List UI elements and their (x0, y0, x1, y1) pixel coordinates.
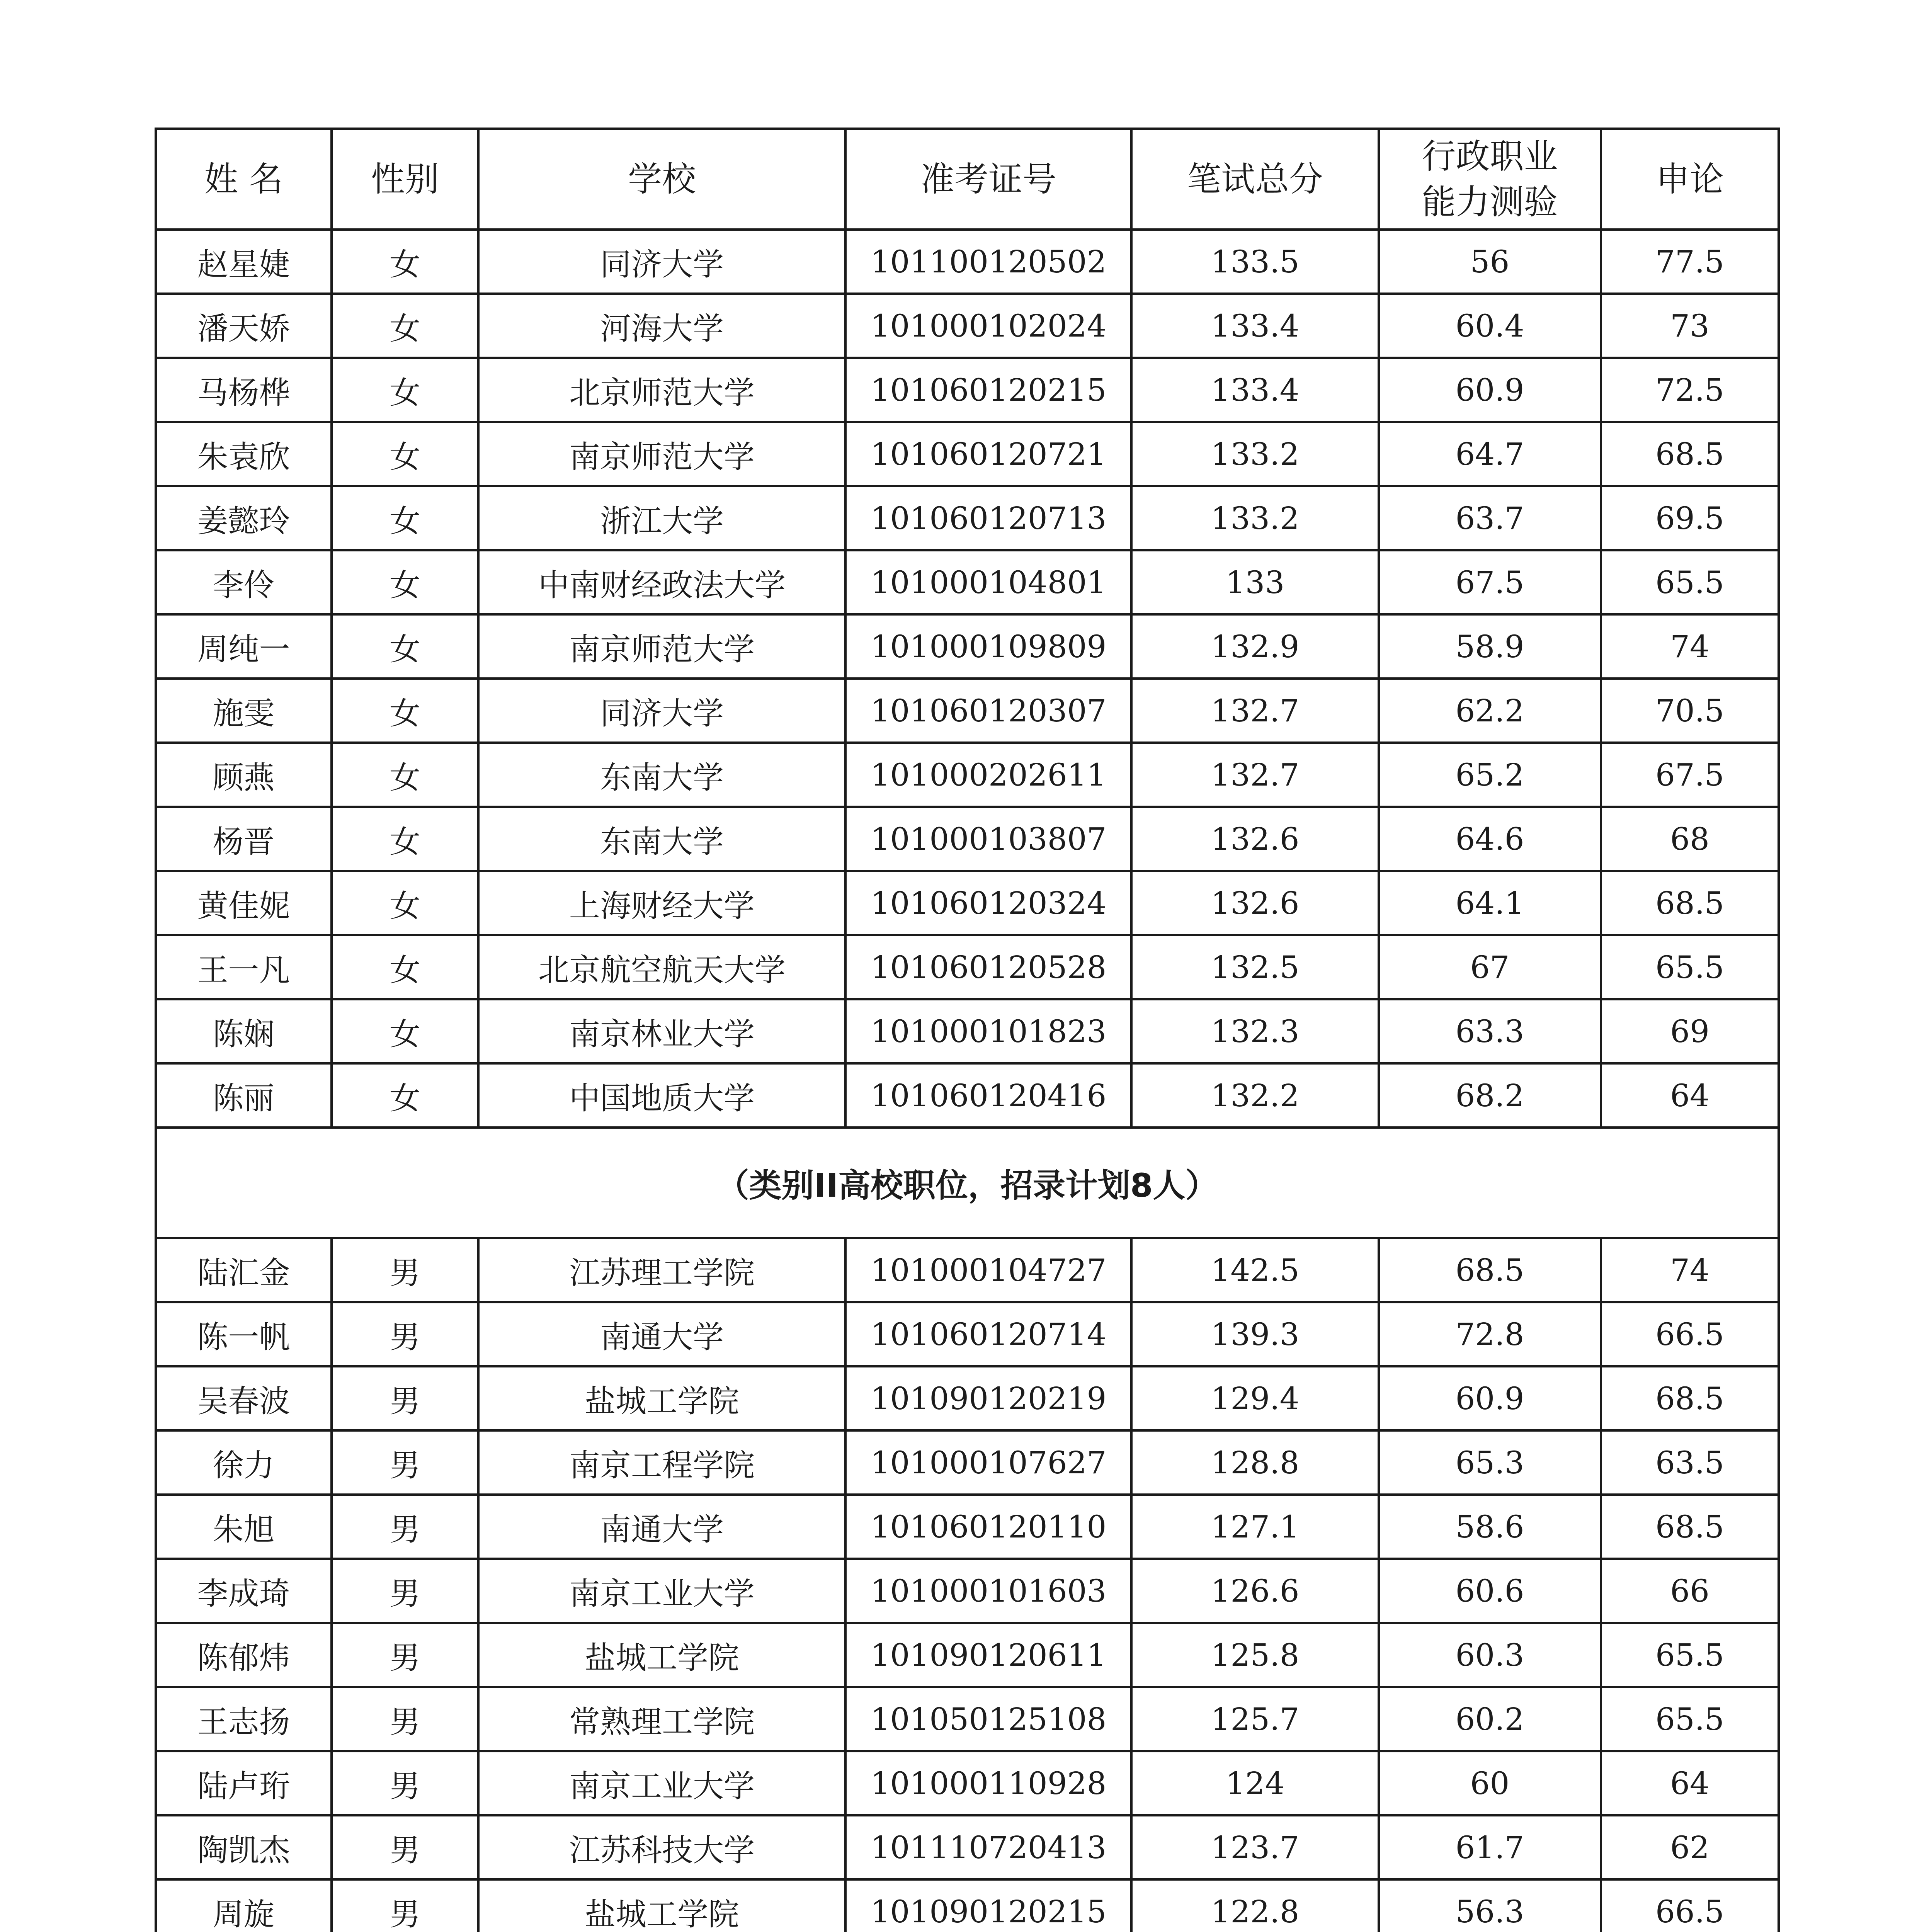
header-xingce-line2: 能力测验 (1422, 182, 1558, 222)
header-xingce-line1: 行政职业 (1422, 136, 1558, 176)
xingce-cell: 62.2 (1379, 679, 1601, 743)
shenlun-cell: 65.5 (1601, 1687, 1779, 1751)
name-cell: 李成琦 (156, 1559, 332, 1623)
gender-cell: 男 (332, 1623, 478, 1687)
school-cell: 北京航空航天大学 (478, 935, 845, 999)
total-score-cell: 129.4 (1131, 1366, 1379, 1430)
xingce-cell: 64.7 (1379, 422, 1601, 486)
school-cell: 南京工业大学 (478, 1559, 845, 1623)
school-cell: 盐城工学院 (478, 1366, 845, 1430)
total-score-cell: 124 (1131, 1751, 1379, 1815)
exam-id-cell: 101060120714 (845, 1302, 1131, 1366)
total-score-cell: 122.8 (1131, 1879, 1379, 1932)
header-exam-id: 准考证号 (845, 129, 1131, 230)
table-row (156, 1879, 1779, 1932)
gender-cell: 女 (332, 422, 478, 486)
exam-id-cell: 101000104727 (845, 1238, 1131, 1302)
group1-body (156, 230, 1779, 1128)
name-cell: 马杨桦 (156, 358, 332, 422)
name-cell: 陆汇金 (156, 1238, 332, 1302)
name-cell: 黄佳妮 (156, 871, 332, 935)
xingce-cell: 60.9 (1379, 358, 1601, 422)
shenlun-cell: 68.5 (1601, 422, 1779, 486)
name-cell: 徐力 (156, 1430, 332, 1495)
table-row (156, 1495, 1779, 1559)
table-row (156, 550, 1779, 614)
header-row (156, 129, 1779, 230)
shenlun-cell: 68.5 (1601, 1495, 1779, 1559)
exam-id-cell: 101000202611 (845, 743, 1131, 807)
name-cell: 赵星婕 (156, 230, 332, 294)
shenlun-cell: 69.5 (1601, 486, 1779, 550)
shenlun-cell: 66.5 (1601, 1302, 1779, 1366)
total-score-cell: 133.2 (1131, 422, 1379, 486)
total-score-cell: 126.6 (1131, 1559, 1379, 1623)
name-cell: 李伶 (156, 550, 332, 614)
school-cell: 南京林业大学 (478, 999, 845, 1063)
gender-cell: 女 (332, 935, 478, 999)
shenlun-cell: 70.5 (1601, 679, 1779, 743)
exam-id-cell: 101000104801 (845, 550, 1131, 614)
score-table (155, 128, 1780, 1932)
gender-cell: 女 (332, 999, 478, 1063)
table-row (156, 871, 1779, 935)
gender-cell: 男 (332, 1366, 478, 1430)
gender-cell: 男 (332, 1751, 478, 1815)
shenlun-cell: 63.5 (1601, 1430, 1779, 1495)
shenlun-cell: 67.5 (1601, 743, 1779, 807)
shenlun-cell: 68 (1601, 807, 1779, 871)
exam-id-cell: 101050125108 (845, 1687, 1131, 1751)
exam-id-cell: 101000109809 (845, 614, 1131, 679)
exam-id-cell: 101000102024 (845, 294, 1131, 358)
shenlun-cell: 74 (1601, 1238, 1779, 1302)
shenlun-cell: 73 (1601, 294, 1779, 358)
total-score-cell: 132.7 (1131, 743, 1379, 807)
total-score-cell: 133.2 (1131, 486, 1379, 550)
exam-id-cell: 101000103807 (845, 807, 1131, 871)
table-row (156, 486, 1779, 550)
name-cell: 朱旭 (156, 1495, 332, 1559)
xingce-cell: 56 (1379, 230, 1601, 294)
total-score-cell: 133.5 (1131, 230, 1379, 294)
total-score-cell: 132.7 (1131, 679, 1379, 743)
total-score-cell: 133.4 (1131, 294, 1379, 358)
xingce-cell: 72.8 (1379, 1302, 1601, 1366)
gender-cell: 女 (332, 230, 478, 294)
name-cell: 朱袁欣 (156, 422, 332, 486)
xingce-cell: 58.6 (1379, 1495, 1601, 1559)
exam-id-cell: 101090120215 (845, 1879, 1131, 1932)
xingce-cell: 60.3 (1379, 1623, 1601, 1687)
school-cell: 盐城工学院 (478, 1879, 845, 1932)
name-cell: 陈娴 (156, 999, 332, 1063)
xingce-cell: 68.5 (1379, 1238, 1601, 1302)
table-row (156, 1687, 1779, 1751)
gender-cell: 女 (332, 871, 478, 935)
school-cell: 南京工程学院 (478, 1430, 845, 1495)
name-cell: 潘天娇 (156, 294, 332, 358)
school-cell: 同济大学 (478, 230, 845, 294)
xingce-cell: 64.1 (1379, 871, 1601, 935)
name-cell: 周旋 (156, 1879, 332, 1932)
name-cell: 陶凯杰 (156, 1815, 332, 1879)
table-row (156, 999, 1779, 1063)
xingce-cell: 63.7 (1379, 486, 1601, 550)
xingce-cell: 60.2 (1379, 1687, 1601, 1751)
table-row (156, 422, 1779, 486)
shenlun-cell: 62 (1601, 1815, 1779, 1879)
exam-id-cell: 101100120502 (845, 230, 1131, 294)
header-school: 学校 (478, 129, 845, 230)
gender-cell: 女 (332, 614, 478, 679)
school-cell: 江苏理工学院 (478, 1238, 845, 1302)
header-gender: 性别 (332, 129, 478, 230)
table-row (156, 1751, 1779, 1815)
total-score-cell: 132.9 (1131, 614, 1379, 679)
total-score-cell: 125.7 (1131, 1687, 1379, 1751)
exam-id-cell: 101090120219 (845, 1366, 1131, 1430)
school-cell: 东南大学 (478, 743, 845, 807)
total-score-cell: 132.5 (1131, 935, 1379, 999)
xingce-cell: 61.7 (1379, 1815, 1601, 1879)
total-score-cell: 127.1 (1131, 1495, 1379, 1559)
gender-cell: 男 (332, 1238, 478, 1302)
table-row (156, 679, 1779, 743)
section-body (156, 1128, 1779, 1238)
total-score-cell: 123.7 (1131, 1815, 1379, 1879)
xingce-cell: 64.6 (1379, 807, 1601, 871)
total-score-cell: 139.3 (1131, 1302, 1379, 1366)
exam-id-cell: 101110720413 (845, 1815, 1131, 1879)
school-cell: 上海财经大学 (478, 871, 845, 935)
school-cell: 中国地质大学 (478, 1063, 845, 1128)
table-row (156, 935, 1779, 999)
section-title: （类别II高校职位，招录计划8人） (156, 1128, 1779, 1238)
group2-body (156, 1238, 1779, 1932)
exam-id-cell: 101000107627 (845, 1430, 1131, 1495)
gender-cell: 男 (332, 1559, 478, 1623)
table-row (156, 358, 1779, 422)
table-row (156, 294, 1779, 358)
table-row (156, 1366, 1779, 1430)
table-row (156, 1302, 1779, 1366)
name-cell: 施雯 (156, 679, 332, 743)
name-cell: 顾燕 (156, 743, 332, 807)
name-cell: 陈一帆 (156, 1302, 332, 1366)
gender-cell: 男 (332, 1815, 478, 1879)
school-cell: 南京师范大学 (478, 614, 845, 679)
gender-cell: 男 (332, 1879, 478, 1932)
header-total-score: 笔试总分 (1131, 129, 1379, 230)
xingce-cell: 58.9 (1379, 614, 1601, 679)
xingce-cell: 60.9 (1379, 1366, 1601, 1430)
exam-id-cell: 101060120713 (845, 486, 1131, 550)
shenlun-cell: 66 (1601, 1559, 1779, 1623)
name-cell: 陈郁炜 (156, 1623, 332, 1687)
gender-cell: 女 (332, 679, 478, 743)
gender-cell: 男 (332, 1430, 478, 1495)
shenlun-cell: 68.5 (1601, 871, 1779, 935)
gender-cell: 女 (332, 358, 478, 422)
school-cell: 同济大学 (478, 679, 845, 743)
xingce-cell: 68.2 (1379, 1063, 1601, 1128)
header-shenlun: 申论 (1601, 129, 1779, 230)
xingce-cell: 67 (1379, 935, 1601, 999)
header-name: 姓 名 (156, 129, 332, 230)
name-cell: 周纯一 (156, 614, 332, 679)
exam-id-cell: 101060120528 (845, 935, 1131, 999)
name-cell: 陈丽 (156, 1063, 332, 1128)
xingce-cell: 60.6 (1379, 1559, 1601, 1623)
name-cell: 陆卢珩 (156, 1751, 332, 1815)
shenlun-cell: 65.5 (1601, 550, 1779, 614)
total-score-cell: 132.6 (1131, 807, 1379, 871)
xingce-cell: 67.5 (1379, 550, 1601, 614)
gender-cell: 男 (332, 1687, 478, 1751)
gender-cell: 女 (332, 550, 478, 614)
school-cell: 江苏科技大学 (478, 1815, 845, 1879)
shenlun-cell: 65.5 (1601, 935, 1779, 999)
school-cell: 北京师范大学 (478, 358, 845, 422)
school-cell: 常熟理工学院 (478, 1687, 845, 1751)
section-row (156, 1128, 1779, 1238)
gender-cell: 女 (332, 294, 478, 358)
xingce-cell: 65.2 (1379, 743, 1601, 807)
table-row (156, 1559, 1779, 1623)
shenlun-cell: 64 (1601, 1751, 1779, 1815)
total-score-cell: 132.6 (1131, 871, 1379, 935)
gender-cell: 男 (332, 1302, 478, 1366)
xingce-cell: 65.3 (1379, 1430, 1601, 1495)
total-score-cell: 133 (1131, 550, 1379, 614)
gender-cell: 男 (332, 1495, 478, 1559)
school-cell: 南通大学 (478, 1495, 845, 1559)
shenlun-cell: 77.5 (1601, 230, 1779, 294)
exam-id-cell: 101000101603 (845, 1559, 1131, 1623)
school-cell: 南通大学 (478, 1302, 845, 1366)
shenlun-cell: 64 (1601, 1063, 1779, 1128)
shenlun-cell: 68.5 (1601, 1366, 1779, 1430)
exam-id-cell: 101060120307 (845, 679, 1131, 743)
name-cell: 杨晋 (156, 807, 332, 871)
table-row (156, 1430, 1779, 1495)
name-cell: 王一凡 (156, 935, 332, 999)
header-xingce (1379, 129, 1601, 230)
gender-cell: 女 (332, 1063, 478, 1128)
shenlun-cell: 69 (1601, 999, 1779, 1063)
name-cell: 姜懿玲 (156, 486, 332, 550)
shenlun-cell: 72.5 (1601, 358, 1779, 422)
shenlun-cell: 66.5 (1601, 1879, 1779, 1932)
school-cell: 东南大学 (478, 807, 845, 871)
table-row (156, 1815, 1779, 1879)
table-row (156, 807, 1779, 871)
total-score-cell: 125.8 (1131, 1623, 1379, 1687)
shenlun-cell: 74 (1601, 614, 1779, 679)
table-row (156, 230, 1779, 294)
name-cell: 吴春波 (156, 1366, 332, 1430)
xingce-cell: 63.3 (1379, 999, 1601, 1063)
table-row (156, 614, 1779, 679)
xingce-cell: 60 (1379, 1751, 1601, 1815)
school-cell: 中南财经政法大学 (478, 550, 845, 614)
shenlun-cell: 65.5 (1601, 1623, 1779, 1687)
name-cell: 王志扬 (156, 1687, 332, 1751)
exam-id-cell: 101000110928 (845, 1751, 1131, 1815)
gender-cell: 女 (332, 807, 478, 871)
school-cell: 河海大学 (478, 294, 845, 358)
total-score-cell: 128.8 (1131, 1430, 1379, 1495)
table-row (156, 1063, 1779, 1128)
exam-id-cell: 101060120110 (845, 1495, 1131, 1559)
table-row (156, 1238, 1779, 1302)
school-cell: 南京工业大学 (478, 1751, 845, 1815)
total-score-cell: 132.3 (1131, 999, 1379, 1063)
school-cell: 盐城工学院 (478, 1623, 845, 1687)
school-cell: 浙江大学 (478, 486, 845, 550)
gender-cell: 女 (332, 743, 478, 807)
exam-id-cell: 101090120611 (845, 1623, 1131, 1687)
exam-id-cell: 101000101823 (845, 999, 1131, 1063)
exam-id-cell: 101060120416 (845, 1063, 1131, 1128)
exam-id-cell: 101060120215 (845, 358, 1131, 422)
xingce-cell: 56.3 (1379, 1879, 1601, 1932)
exam-id-cell: 101060120324 (845, 871, 1131, 935)
gender-cell: 女 (332, 486, 478, 550)
table-row (156, 1623, 1779, 1687)
school-cell: 南京师范大学 (478, 422, 845, 486)
xingce-cell: 60.4 (1379, 294, 1601, 358)
total-score-cell: 133.4 (1131, 358, 1379, 422)
table-row (156, 743, 1779, 807)
total-score-cell: 142.5 (1131, 1238, 1379, 1302)
total-score-cell: 132.2 (1131, 1063, 1379, 1128)
exam-id-cell: 101060120721 (845, 422, 1131, 486)
